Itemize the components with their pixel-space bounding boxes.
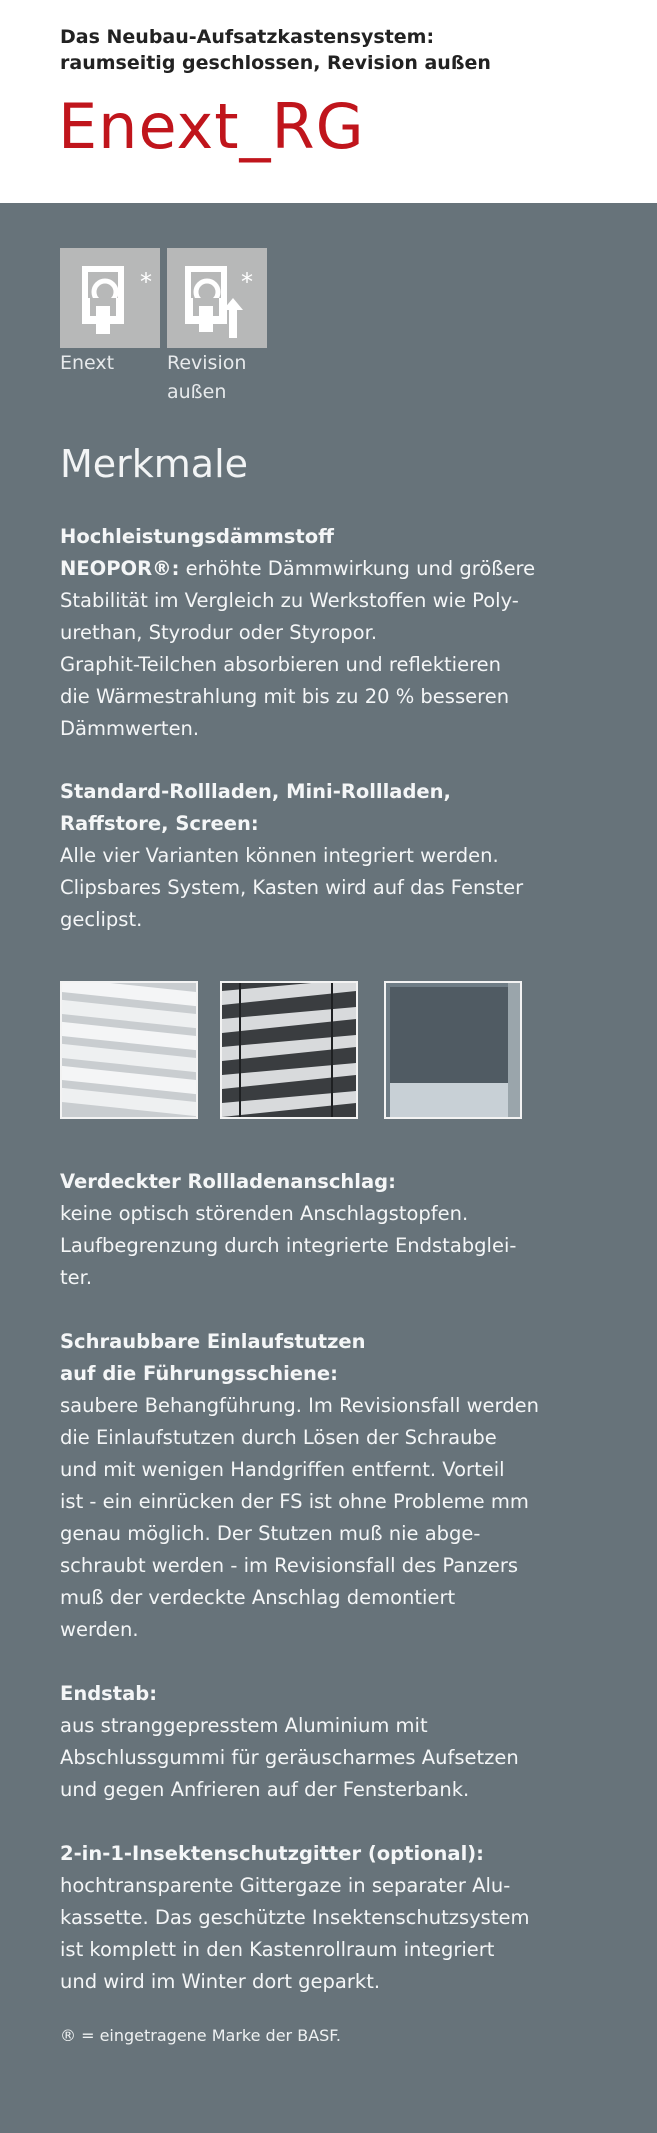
- feature-text-line: genau möglich. Der Stutzen muß nie abge-: [60, 1522, 481, 1545]
- feature-inlet: [60, 1326, 620, 1646]
- feature-title: 2-in-1-Insektenschutzgitter (optional):: [60, 1842, 484, 1865]
- enext-icon-label: Enext: [60, 352, 115, 374]
- feature-text-line: muß der verdeckte Anschlag demontiert: [60, 1586, 456, 1609]
- page-title: Enext_RG: [58, 90, 365, 163]
- feature-text-line: [60, 553, 620, 585]
- feature-text-line: und wird im Winter dort geparkt.: [60, 1970, 381, 1993]
- feature-text-line: kassette. Das geschützte Insektenschutzsystem: [60, 1906, 530, 1929]
- subtitle-line: Das Neubau-Aufsatzkastensystem:: [60, 26, 435, 48]
- header: [0, 0, 657, 203]
- feature-text-line: Clipsbares System, Kasten wird auf das Fenster: [60, 876, 524, 899]
- feature-title: Raffstore, Screen:: [60, 812, 259, 835]
- feature-title: Standard-Rollladen, Mini-Rollladen,: [60, 780, 451, 803]
- features-panel: [0, 203, 657, 2133]
- feature-title: Verdeckter Rollladenanschlag:: [60, 1170, 396, 1193]
- enext-icon: [60, 248, 160, 348]
- screen-image: [384, 981, 522, 1119]
- feature-text-line: ist - ein einrücken der FS ist ohne Probleme mm: [60, 1490, 529, 1513]
- feature-text-line: ter.: [60, 1266, 93, 1289]
- feature-text-line: Abschlussgummi für geräuscharmes Aufsetzen: [60, 1746, 519, 1769]
- feature-text-line: werden.: [60, 1618, 139, 1641]
- section-heading: Merkmale: [60, 442, 249, 486]
- feature-hidden-stop: [60, 1166, 620, 1294]
- feature-text-line: und gegen Anfrieren auf der Fensterbank.: [60, 1778, 470, 1801]
- feature-endstab: [60, 1678, 620, 1806]
- revision-label-line: außen: [167, 381, 227, 403]
- feature-text-line: Laufbegrenzung durch integrierte Endstabglei-: [60, 1234, 517, 1257]
- feature-title: Hochleistungsdämmstoff: [60, 525, 334, 548]
- raffstore-image: [220, 981, 358, 1119]
- page-subtitle: [60, 24, 620, 76]
- feature-text-line: geclipst.: [60, 908, 143, 931]
- feature-title: Endstab:: [60, 1682, 158, 1705]
- feature-text-line: und mit wenigen Handgriffen entfernt. Vorteil: [60, 1458, 505, 1481]
- feature-variants: [60, 776, 620, 936]
- feature-text-line: hochtransparente Gittergaze in separater Alu-: [60, 1874, 511, 1897]
- feature-text-line: Alle vier Varianten können integriert werden.: [60, 844, 499, 867]
- revision-aussen-icon: [167, 248, 267, 348]
- revision-icon-label: [167, 349, 246, 407]
- svg-text:*: *: [140, 268, 152, 296]
- feature-text-line: urethan, Styrodur oder Styropor.: [60, 621, 378, 644]
- feature-text-line: schraubt werden - im Revisionsfall des Panzers: [60, 1554, 519, 1577]
- feature-text-line: Dämmwerten.: [60, 717, 200, 740]
- footnote: ® = eingetragene Marke der BASF.: [60, 2026, 342, 2045]
- subtitle-line: raumseitig geschlossen, Revision außen: [60, 52, 491, 74]
- feature-insulation: [60, 521, 620, 745]
- revision-label-line: Revision: [167, 352, 247, 374]
- feature-text: erhöhte Dämmwirkung und größere: [179, 557, 536, 580]
- feature-text-line: saubere Behangführung. Im Revisionsfall werden: [60, 1394, 539, 1417]
- feature-text-line: die Einlaufstutzen durch Lösen der Schraube: [60, 1426, 497, 1449]
- feature-lead: NEOPOR®:: [60, 557, 180, 580]
- feature-text-line: die Wärmestrahlung mit bis zu 20 % besseren: [60, 685, 510, 708]
- feature-text-line: Stabilität im Vergleich zu Werkstoffen wie Poly-: [60, 589, 519, 612]
- rollladen-image: [60, 981, 198, 1119]
- feature-title: auf die Führungsschiene:: [60, 1362, 338, 1385]
- svg-text:*: *: [241, 268, 253, 296]
- feature-insect-screen: [60, 1838, 620, 1998]
- feature-text-line: aus stranggepresstem Aluminium mit: [60, 1714, 428, 1737]
- feature-text-line: keine optisch störenden Anschlagstopfen.: [60, 1202, 469, 1225]
- feature-title: Schraubbare Einlaufstutzen: [60, 1330, 366, 1353]
- feature-text-line: Graphit-Teilchen absorbieren und reflektieren: [60, 653, 502, 676]
- feature-text-line: ist komplett in den Kastenrollraum integriert: [60, 1938, 495, 1961]
